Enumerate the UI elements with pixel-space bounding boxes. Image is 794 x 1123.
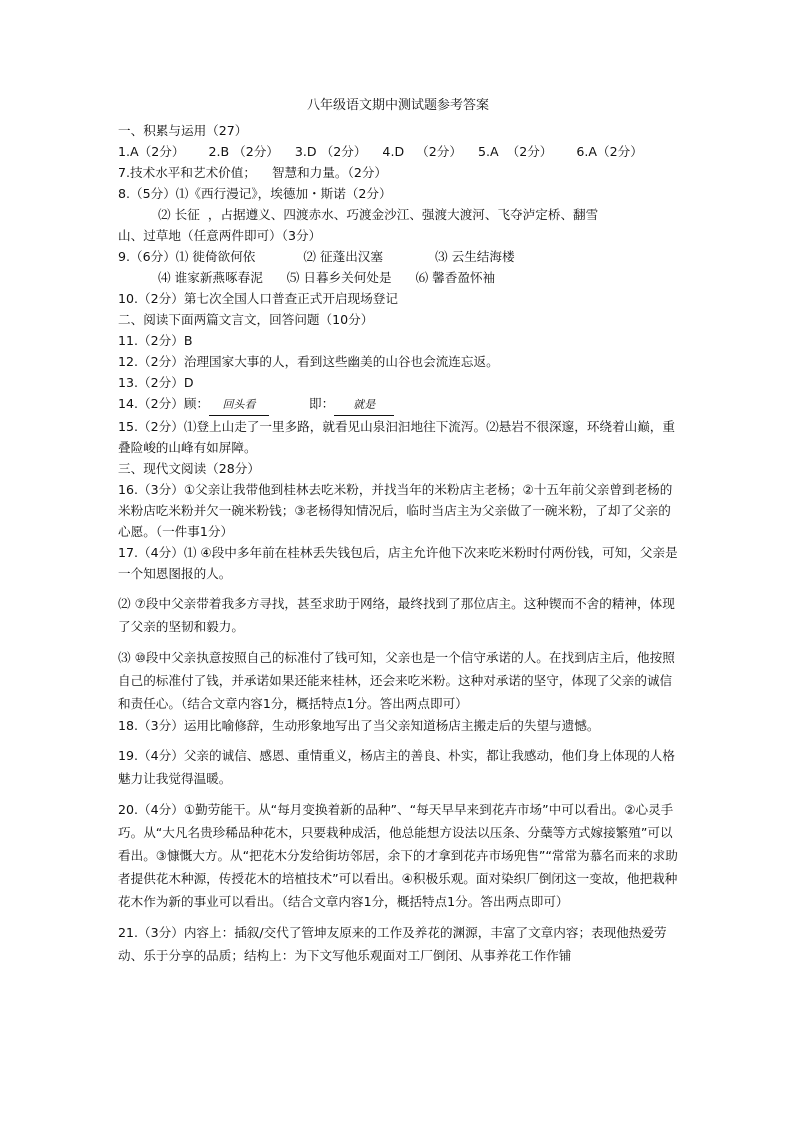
- answer-paragraph: 16.（3分）①父亲让我带他到桂林去吃米粉，并找当年的米粉店主老杨；②十五年前父亲曾到老杨的米粉店吃米粉并欠一碗米粉钱；③老杨得知情况后，临时当店主为父亲做了一碗米粉，了却了父亲的心愿。（一件事1分）: [118, 482, 673, 539]
- answer-paragraph: 21.（3分）内容上：插叙/交代了管坤友原来的工作及养花的渊源，丰富了文章内容；表现他热爱劳动、乐于分享的品质；结构上：为下文写他乐观面对工厂倒闭、从事养花工作作铺: [118, 925, 667, 963]
- answer-line: 7.技术水平和艺术价值； 智慧和力量。（2分）: [118, 165, 388, 180]
- section-heading: 二、阅读下面两篇文言文，回答问题（10分）: [118, 312, 374, 327]
- answer-paragraph: 15.（2分）⑴登上山走了一里多路，就看见山泉汩汩地往下流泻。⑵悬岩不很深邃，环绕着山巅，重叠险峻的山峰有如屏障。: [118, 419, 675, 455]
- answer-paragraph: 17.（4分）⑴ ④段中多年前在桂林丢失钱包后，店主允许他下次来吃米粉时付两份钱，可知，父亲是一个知恩图报的人。: [118, 545, 678, 581]
- answer-line: ⑵ 长征 ，占据遵义、四渡赤水、巧渡金沙江、强渡大渡河、飞夺泸定桥、翻雪: [118, 207, 599, 222]
- answer-line: 12.（2分）治理国家大事的人，看到这些幽美的山谷也会流连忘返。: [118, 354, 499, 369]
- answer-line: 山、过草地（任意两件即可）（3分）: [118, 228, 322, 243]
- answer-paragraph: 18.（3分）运用比喻修辞，生动形象地写出了当父亲知道杨店主搬走后的失望与遗憾。: [118, 718, 600, 733]
- answer-line: 8.（5分）⑴《西行漫记》，埃德加・斯诺（2分）: [118, 186, 392, 201]
- answer-line-q14: [118, 393, 678, 416]
- answer-paragraph: 20.（4分）①勤劳能干。从“每月变换着新的品种”、“每天早早来到花卉市场”中可以看出。②心灵手巧。从“大凡名贵珍稀品种花木，只要栽种成活，他总能想方设法以压条、分蘖等方式嫁接繁殖”可以看出。③慷慨大方。从“把花木分发给街坊邻居，余下的才拿到花卉市场兜售”“常常为慕名而来的求助者提供花木种源，传授花木的培植技术”可以看出。④积极乐观。面对染织厂倒闭这一变故，他把栽种花木作为新的事业可以看出。（结合文章内容1分，概括特点1分。答出两点即可）: [118, 802, 678, 909]
- answer-line: 10.（2分）第七次全国人口普查正式开启现场登记: [118, 291, 398, 306]
- handwritten-answer: 回头看: [209, 394, 269, 416]
- q14-mid: 即：: [269, 396, 335, 411]
- q14-prefix: 14.（2分）顾：: [118, 396, 210, 411]
- answer-line: 9.（6分）⑴ 徙倚欲何依 ⑵ 征蓬出汉塞 ⑶ 云生结海楼: [118, 249, 515, 264]
- section-heading: 三、现代文阅读（28分）: [118, 461, 260, 476]
- answer-line: 13.（2分）D: [118, 375, 194, 390]
- handwritten-answer: 就是: [334, 394, 394, 416]
- answer-line: 11.（2分）B: [118, 333, 193, 348]
- answer-line: 1.A（2分） 2.B （2分） 3.D （2分） 4.D （2分） 5.A （2分） 6.A（2分）: [118, 144, 643, 159]
- answer-line: ⑷ 谁家新燕啄春泥 ⑸ 日暮乡关何处是 ⑹ 馨香盈怀袖: [118, 270, 496, 285]
- answer-paragraph: ⑵ ⑦段中父亲带着我多方寻找，甚至求助于网络，最终找到了那位店主。这种锲而不舍的精神，体现了父亲的坚韧和毅力。: [118, 596, 675, 634]
- answer-paragraph: 19.（4分）父亲的诚信、感恩、重情重义，杨店主的善良、朴实，都让我感动，他们身上体现的人格魅力让我觉得温暖。: [118, 748, 675, 786]
- page-title: 八年级语文期中测试题参考答案: [306, 98, 489, 113]
- answer-paragraph: ⑶ ⑩段中父亲执意按照自己的标准付了钱可知，父亲也是一个信守承诺的人。在找到店主后，他按照自己的标准付了钱，并承诺如果还能来桂林，还会来吃米粉。这种对承诺的坚守，体现了父亲的诚信和责任心。（结合文章内容1分，概括特点1分。答出两点即可）: [118, 650, 675, 711]
- section-heading: 一、积累与运用（27）: [118, 123, 248, 138]
- answer-sheet: [118, 98, 678, 967]
